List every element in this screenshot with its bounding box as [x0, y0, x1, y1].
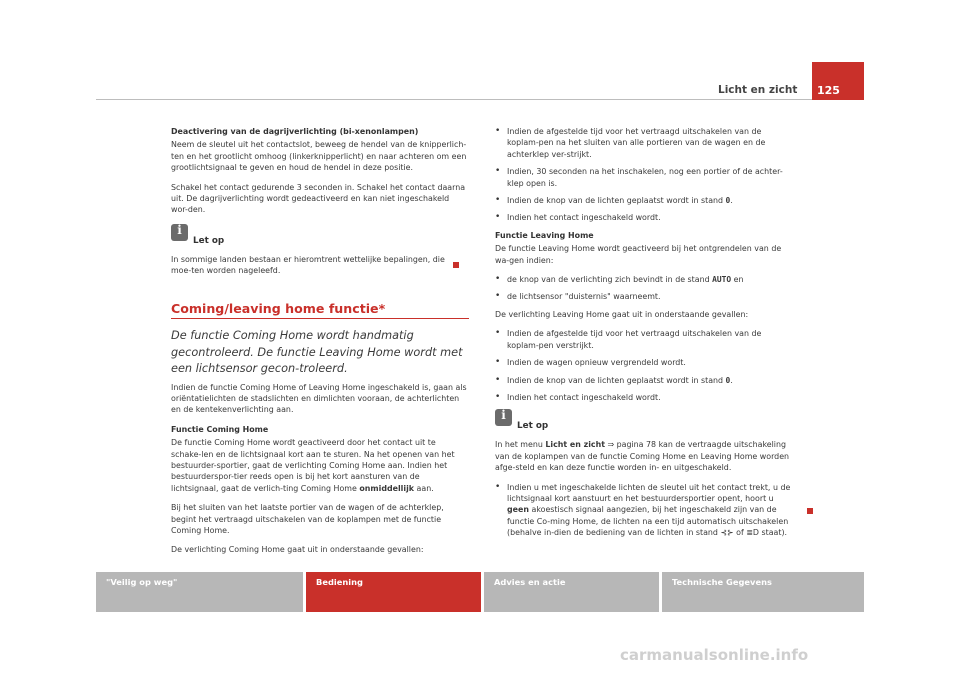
paragraph: Indien de functie Coming Home of Leaving Home ingeschakeld is, gaan als oriëntatielichten de stadslichten en dimlichten vooraan, de achterlichten en de kentekenverlichting aan. — [171, 382, 467, 415]
list-item: • Indien de wagen opnieuw vergrendeld wordt. — [495, 357, 795, 368]
paragraph — [171, 437, 467, 494]
info-note-icon: i — [171, 224, 188, 241]
heading-rule — [171, 318, 469, 319]
paragraph: Schakel het contact gedurende 3 seconden in. Schakel het contact daarna uit. De dagrijverlichting wordt gedeactiveerd en kan niet ingeschakeld wor-den. — [171, 182, 466, 215]
subheading-deactivation: Deactivering van de dagrijverlichting (bi-xenonlampen) — [171, 127, 419, 136]
subheading-coming-home: Functie Coming Home — [171, 424, 269, 434]
footer-nav — [96, 572, 864, 612]
section-heading: Coming/leaving home functie* — [171, 300, 386, 316]
text-run: . — [730, 375, 733, 385]
list-item — [495, 274, 795, 285]
left-column — [171, 126, 467, 564]
page-number: 125 — [817, 84, 840, 97]
text-run: ⇒ pagina 78 kan de vertraagde uitschakeling van de koplampen van de functie Coming Home en Leaving Home worden afge-steld en kan deze functie worden in- en uitgeschakeld. — [495, 440, 790, 473]
list-item: • Indien het contact ingeschakeld wordt. — [495, 212, 795, 223]
note-text — [495, 439, 795, 473]
list-item — [495, 375, 795, 386]
light-switch-off-symbol: 0 — [725, 196, 731, 206]
note-header — [495, 409, 795, 437]
text-run: of — [733, 528, 747, 538]
paragraph: De verlichting Leaving Home gaat uit in onderstaande gevallen: — [495, 309, 749, 319]
text-run: . — [730, 196, 733, 206]
text-run: Indien u met ingeschakelde lichten de sleutel uit het contact trekt, u de lichtsignaal kort aanstuurt en het bestuurdersportier opent, hoort u — [507, 482, 791, 503]
side-light-symbol: ⊰⊱ — [720, 528, 734, 538]
footer-tab-advies-en-actie[interactable]: Advies en actie — [484, 572, 659, 612]
text-run: In het menu — [495, 440, 546, 450]
list-item: • Indien het contact ingeschakeld wordt. — [495, 392, 795, 403]
list-item: • Indien de afgestelde tijd voor het vertraagd uitschakelen van de koplam-pen na het sluiten van alle portieren van de wagen en de achterklep ver-strijkt. — [495, 126, 795, 160]
paragraph: De verlichting Coming Home gaat uit in onderstaande gevallen: — [171, 545, 424, 555]
text-run: staat). — [758, 528, 788, 538]
paragraph: Bij het sluiten van het laatste portier van de wagen of de achterklep, begint het vertraagd uitschakelen van de koplampen met de functie Coming Home. — [171, 503, 444, 536]
text-run: akoestisch signaal aangezien, bij het ingeschakeld zijn van de functie Co-ming Home, de lichten na een tijd automatisch uitschakelen (behalve in-dien de bediening van de lichten in stand — [507, 505, 789, 538]
end-marker-icon — [453, 262, 459, 268]
section-title: Licht en zicht — [718, 84, 798, 96]
note-text: In sommige landen bestaan er hieromtrent wettelijke bepalingen, die moe-ten worden nageleefd. — [171, 254, 445, 276]
note-title: Let op — [517, 421, 549, 432]
subheading-leaving-home: Functie Leaving Home — [495, 230, 594, 240]
text-run: aan. — [414, 483, 434, 493]
list-item — [495, 482, 795, 539]
note-header — [171, 224, 467, 252]
emphasis-text: geen — [507, 505, 529, 515]
header-rule — [96, 99, 812, 100]
text-run: Indien de knop van de lichten geplaatst wordt in stand — [507, 196, 726, 206]
list-item: • Indien, 30 seconden na het inschakelen, nog een portier of de achter-klep open is. — [495, 166, 795, 189]
auto-symbol: AUTO — [712, 275, 732, 285]
light-switch-off-symbol: 0 — [725, 375, 731, 385]
text-run: Indien de knop van de lichten geplaatst wordt in stand — [507, 375, 726, 385]
right-column — [495, 126, 795, 545]
info-note-icon: i — [495, 409, 512, 426]
footer-tab-veilig-op-weg[interactable]: "Veilig op weg" — [96, 572, 303, 612]
menu-name: Licht en zicht — [545, 440, 605, 450]
text-run: De functie Coming Home wordt geactiveerd door het contact uit te schake-len en de lichtsignaal kort aan te sturen. Na het openen van het bestuurder-sportier, gaat de verlichting Coming Home aan. Indien het bestuurderspor-tier reeds open is bij het kort aansturen van de lichtsignaal, gaat de verlich-ting Coming Home — [171, 438, 455, 493]
footer-tab-technische-gegevens[interactable]: Technische Gegevens — [662, 572, 864, 612]
intro-text: De functie Coming Home wordt handmatig gecontroleerd. De functie Leaving Home wordt met een lichtsensor gecon-troleerd. — [171, 329, 463, 376]
end-marker-icon — [807, 508, 813, 514]
note-title: Let op — [193, 235, 225, 246]
watermark: carmanualsonline.info — [620, 646, 809, 664]
text-run: en — [731, 275, 744, 285]
list-item: • de lichtsensor "duisternis" waarneemt. — [495, 291, 795, 302]
paragraph: Neem de sleutel uit het contactslot, beweeg de hendel van de knipperlich-ten en het grootlicht omhoog (linkerknipperlicht) en naar achteren om een grootlichtsignaal te geven en houd de hendel in deze positie. — [171, 140, 467, 173]
emphasis-text: onmiddellijk — [359, 483, 415, 493]
list-item — [495, 195, 795, 206]
paragraph: De functie Leaving Home wordt geactiveerd bij het ontgrendelen van de wa-gen indien: — [495, 244, 782, 265]
text-run: de knop van de verlichting zich bevindt in de stand — [507, 275, 713, 285]
footer-tab-bediening[interactable]: Bediening — [306, 572, 481, 612]
list-item: • Indien de afgestelde tijd voor het vertraagd uitschakelen van de koplam-pen verstrijkt. — [495, 328, 795, 351]
dipped-beam-symbol: ≣D — [746, 528, 759, 538]
